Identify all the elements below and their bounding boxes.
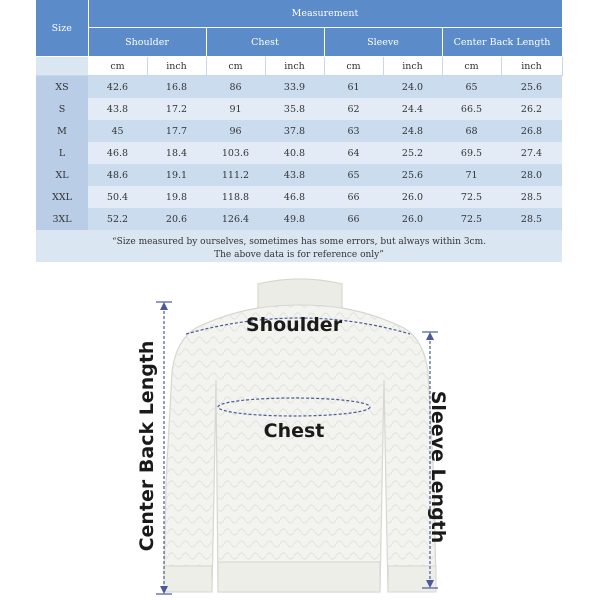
value-cell: 26.0: [383, 208, 442, 230]
value-cell: 28.5: [501, 208, 562, 230]
unit-cell: cm: [442, 57, 501, 76]
value-cell: 28.0: [501, 164, 562, 186]
value-cell: 103.6: [206, 142, 265, 164]
value-cell: 28.5: [501, 186, 562, 208]
value-cell: 25.6: [501, 76, 562, 99]
value-cell: 16.8: [147, 76, 206, 99]
value-cell: 62: [324, 98, 383, 120]
value-cell: 71: [442, 164, 501, 186]
value-cell: 46.8: [88, 142, 147, 164]
unit-cell: cm: [324, 57, 383, 76]
table-row: [36, 164, 562, 186]
value-cell: 25.6: [383, 164, 442, 186]
value-cell: 24.8: [383, 120, 442, 142]
size-cell: S: [36, 98, 88, 120]
value-cell: 33.9: [265, 76, 324, 99]
value-cell: 65: [442, 76, 501, 99]
value-cell: 91: [206, 98, 265, 120]
value-cell: 45: [88, 120, 147, 142]
value-cell: 72.5: [442, 208, 501, 230]
value-cell: 35.8: [265, 98, 324, 120]
unit-cell: cm: [206, 57, 265, 76]
value-cell: 72.5: [442, 186, 501, 208]
column-header-center-back-length: Center Back Length: [442, 28, 562, 57]
size-cell: M: [36, 120, 88, 142]
value-cell: 17.7: [147, 120, 206, 142]
size-table: [36, 0, 563, 230]
value-cell: 27.4: [501, 142, 562, 164]
value-cell: 118.8: [206, 186, 265, 208]
value-cell: 52.2: [88, 208, 147, 230]
value-cell: 26.8: [501, 120, 562, 142]
value-cell: 24.0: [383, 76, 442, 99]
value-cell: 42.6: [88, 76, 147, 99]
value-cell: 66: [324, 208, 383, 230]
value-cell: 26.2: [501, 98, 562, 120]
table-row: [36, 186, 562, 208]
table-row: [36, 98, 562, 120]
size-cell: 3XL: [36, 208, 88, 230]
value-cell: 96: [206, 120, 265, 142]
note-line-2: The above data is for reference only”: [214, 250, 384, 260]
column-header-chest: Chest: [206, 28, 324, 57]
unit-cell: cm: [88, 57, 147, 76]
value-cell: 69.5: [442, 142, 501, 164]
table-row: [36, 208, 562, 230]
value-cell: 26.0: [383, 186, 442, 208]
value-cell: 65: [324, 164, 383, 186]
sleeve-length-label: Sleeve Length: [427, 390, 449, 544]
value-cell: 86: [206, 76, 265, 99]
size-cell: XL: [36, 164, 88, 186]
value-cell: 61: [324, 76, 383, 99]
note-line-1: “Size measured by ourselves, sometimes has some errors, but always within 3cm.: [112, 237, 486, 247]
value-cell: 25.2: [383, 142, 442, 164]
measurement-header: Measurement: [88, 0, 562, 28]
column-header-shoulder: Shoulder: [88, 28, 206, 57]
table-row: [36, 142, 562, 164]
value-cell: 24.4: [383, 98, 442, 120]
value-cell: 66.5: [442, 98, 501, 120]
value-cell: 17.2: [147, 98, 206, 120]
value-cell: 19.8: [147, 186, 206, 208]
column-header-sleeve: Sleeve: [324, 28, 442, 57]
table-row: [36, 120, 562, 142]
unit-cell: inch: [501, 57, 562, 76]
unit-cell: inch: [147, 57, 206, 76]
unit-cell: inch: [383, 57, 442, 76]
unit-cell: inch: [265, 57, 324, 76]
value-cell: 126.4: [206, 208, 265, 230]
value-cell: 111.2: [206, 164, 265, 186]
size-cell: XS: [36, 76, 88, 99]
size-cell: XXL: [36, 186, 88, 208]
value-cell: 49.8: [265, 208, 324, 230]
value-cell: 64: [324, 142, 383, 164]
value-cell: 37.8: [265, 120, 324, 142]
size-chart: [36, 0, 562, 262]
value-cell: 43.8: [88, 98, 147, 120]
unit-row: [36, 57, 562, 76]
value-cell: 46.8: [265, 186, 324, 208]
size-cell: L: [36, 142, 88, 164]
value-cell: 66: [324, 186, 383, 208]
value-cell: 43.8: [265, 164, 324, 186]
size-header: Size: [36, 0, 88, 57]
table-row: [36, 76, 562, 99]
center-back-length-label: Center Back Length: [136, 340, 158, 552]
shoulder-label: Shoulder: [245, 314, 343, 336]
value-cell: 63: [324, 120, 383, 142]
chest-label: Chest: [263, 420, 325, 442]
value-cell: 20.6: [147, 208, 206, 230]
value-cell: 48.6: [88, 164, 147, 186]
value-cell: 68: [442, 120, 501, 142]
value-cell: 50.4: [88, 186, 147, 208]
sweater-measurement-diagram: [0, 262, 600, 600]
value-cell: 40.8: [265, 142, 324, 164]
value-cell: 18.4: [147, 142, 206, 164]
value-cell: 19.1: [147, 164, 206, 186]
